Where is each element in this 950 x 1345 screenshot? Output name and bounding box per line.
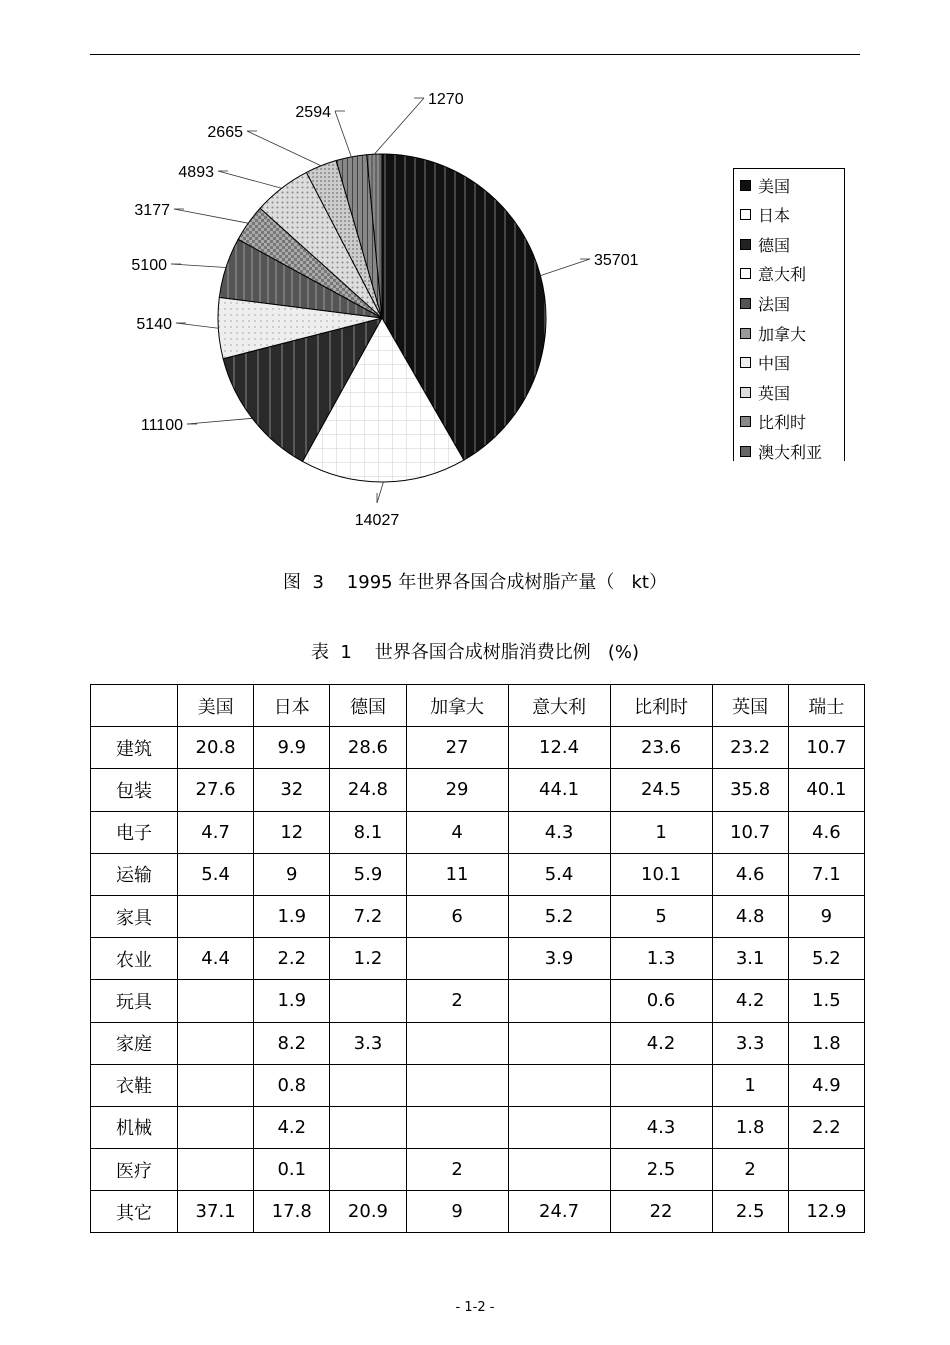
legend-item: [740, 173, 790, 197]
legend-label: 澳大利亚: [758, 442, 823, 461]
legend-label: 比利时: [758, 413, 807, 433]
row-label-cell: 医疗: [91, 1149, 178, 1191]
table-cell: 4.6: [712, 853, 788, 895]
table-header-row: [91, 685, 865, 727]
legend-item: [740, 291, 790, 315]
table-cell: 29: [406, 769, 508, 811]
leader-line-10: [374, 98, 424, 154]
legend-swatch: [740, 446, 751, 457]
table-row: [91, 1022, 865, 1064]
row-label-cell: 运输: [91, 853, 178, 895]
legend-swatch: [740, 239, 751, 250]
data-label-7: 4893: [178, 164, 214, 181]
row-label-cell: 电子: [91, 811, 178, 853]
legend-item: [740, 232, 790, 256]
table-cell: 0.6: [610, 980, 712, 1022]
table-row: [91, 1106, 865, 1148]
table-cell: 4.4: [178, 938, 254, 980]
table-cell: 35.8: [712, 769, 788, 811]
table-cell: 12: [254, 811, 330, 853]
table-cell: [508, 1149, 610, 1191]
legend-swatch: [740, 180, 751, 191]
table-cell: 3.9: [508, 938, 610, 980]
data-label-2: 14027: [354, 512, 400, 529]
legend-label: 加拿大: [758, 324, 807, 344]
table-cell: 10.7: [788, 727, 864, 769]
table-cell: 4.2: [712, 980, 788, 1022]
legend-item: [740, 439, 822, 461]
table-cell: 2: [712, 1149, 788, 1191]
legend-label: 法国: [758, 294, 791, 314]
table-cell: 9.9: [254, 727, 330, 769]
row-label-cell: 玩具: [91, 980, 178, 1022]
table-cell: 4.6: [788, 811, 864, 853]
table-cell: 10.1: [610, 853, 712, 895]
legend-swatch: [740, 416, 751, 427]
row-label-cell: 包装: [91, 769, 178, 811]
table-cell: 24.7: [508, 1191, 610, 1233]
table-cell: 4.2: [254, 1106, 330, 1148]
table-row: [91, 938, 865, 980]
table-cell: [406, 938, 508, 980]
table-header-cell: 美国: [178, 685, 254, 727]
legend-swatch: [740, 209, 751, 220]
legend-swatch: [740, 268, 751, 279]
table-cell: 1.5: [788, 980, 864, 1022]
legend-swatch: [740, 328, 751, 339]
legend-swatch: [740, 298, 751, 309]
table-cell: 28.6: [330, 727, 406, 769]
table-header-cell: 加拿大: [406, 685, 508, 727]
table-cell: 6: [406, 895, 508, 937]
table-cell: 4.3: [610, 1106, 712, 1148]
table-cell: 2.2: [788, 1106, 864, 1148]
legend-item: [740, 203, 790, 227]
table-cell: [178, 895, 254, 937]
table-cell: 1.3: [610, 938, 712, 980]
table-row: [91, 1064, 865, 1106]
table-cell: 4.8: [712, 895, 788, 937]
table-cell: [406, 1106, 508, 1148]
table-cell: 1.8: [788, 1022, 864, 1064]
table-cell: 4: [406, 811, 508, 853]
table-cell: [330, 1064, 406, 1106]
row-label-cell: 衣鞋: [91, 1064, 178, 1106]
data-label-5: 5100: [131, 257, 167, 274]
table-cell: 0.8: [254, 1064, 330, 1106]
table-cell: 9: [406, 1191, 508, 1233]
table-cell: 11: [406, 853, 508, 895]
table-cell: [330, 1106, 406, 1148]
table-cell: [406, 1064, 508, 1106]
data-label-4: 5140: [136, 316, 172, 333]
table-cell: 3.3: [712, 1022, 788, 1064]
legend-swatch: [740, 387, 751, 398]
table-cell: 37.1: [178, 1191, 254, 1233]
legend-label: 意大利: [758, 265, 807, 285]
table-row: [91, 1149, 865, 1191]
data-label-6: 3177: [134, 202, 170, 219]
table-row: [91, 853, 865, 895]
page-number: - 1-2 -: [455, 1300, 495, 1315]
leader-line-5: [171, 264, 226, 267]
table-cell: 5.2: [788, 938, 864, 980]
table-cell: 0.1: [254, 1149, 330, 1191]
table-row: [91, 769, 865, 811]
table-header-cell: 日本: [254, 685, 330, 727]
table-cell: 1: [712, 1064, 788, 1106]
table-cell: 12.4: [508, 727, 610, 769]
legend-item: [740, 410, 806, 434]
table-cell: 4.9: [788, 1064, 864, 1106]
legend-label: 美国: [758, 176, 791, 196]
table-cell: 7.1: [788, 853, 864, 895]
table-cell: 1.8: [712, 1106, 788, 1148]
table-cell: 17.8: [254, 1191, 330, 1233]
legend-label: 德国: [758, 235, 791, 255]
table-cell: 5: [610, 895, 712, 937]
row-label-cell: 家具: [91, 895, 178, 937]
legend-item: [740, 351, 790, 375]
table-cell: 12.9: [788, 1191, 864, 1233]
table-cell: 44.1: [508, 769, 610, 811]
table-cell: 9: [254, 853, 330, 895]
table-cell: 24.5: [610, 769, 712, 811]
table-cell: 4.7: [178, 811, 254, 853]
legend-item: [740, 321, 806, 345]
table-row: [91, 980, 865, 1022]
table-cell: 5.4: [508, 853, 610, 895]
table-cell: 24.8: [330, 769, 406, 811]
table-cell: [610, 1064, 712, 1106]
table-cell: 2: [406, 980, 508, 1022]
table-cell: [178, 1149, 254, 1191]
table-cell: [788, 1149, 864, 1191]
data-label-8: 2665: [207, 124, 243, 141]
figure-caption: 图 3 1995 年世界各国合成树脂产量（ kt）: [283, 572, 667, 593]
table-cell: 22: [610, 1191, 712, 1233]
table-cell: [178, 1106, 254, 1148]
leader-line-4: [176, 323, 218, 328]
table-cell: 7.2: [330, 895, 406, 937]
table-header-cell: 英国: [712, 685, 788, 727]
table-cell: 5.4: [178, 853, 254, 895]
table-cell: 20.8: [178, 727, 254, 769]
table-cell: 1.2: [330, 938, 406, 980]
leader-line-9: [335, 111, 351, 157]
table-cell: 27.6: [178, 769, 254, 811]
row-label-cell: 农业: [91, 938, 178, 980]
row-label-cell: 其它: [91, 1191, 178, 1233]
table-cell: 2.5: [712, 1191, 788, 1233]
table-cell: 3.1: [712, 938, 788, 980]
table-cell: [508, 1064, 610, 1106]
table-cell: 1.9: [254, 980, 330, 1022]
data-label-10: 1270: [428, 91, 464, 108]
leader-line-1: [540, 259, 590, 276]
table-row: [91, 895, 865, 937]
row-label-cell: 建筑: [91, 727, 178, 769]
legend-item: [740, 262, 806, 286]
table-header-cell: 比利时: [610, 685, 712, 727]
table-cell: 8.2: [254, 1022, 330, 1064]
table-header-cell: 意大利: [508, 685, 610, 727]
data-label-1: 35701: [594, 252, 639, 269]
table-cell: 32: [254, 769, 330, 811]
table-header-cell: 瑞士: [788, 685, 864, 727]
table-header-cell: 德国: [330, 685, 406, 727]
table-cell: [330, 980, 406, 1022]
table-cell: 2.2: [254, 938, 330, 980]
leader-line-8: [247, 131, 321, 166]
table-cell: 1.9: [254, 895, 330, 937]
table-cell: 27: [406, 727, 508, 769]
table-cell: 2.5: [610, 1149, 712, 1191]
table-cell: 5.2: [508, 895, 610, 937]
table-cell: 3.3: [330, 1022, 406, 1064]
table-row: [91, 811, 865, 853]
table-cell: [330, 1149, 406, 1191]
table-cell: [406, 1022, 508, 1064]
leader-line-3: [187, 418, 252, 424]
table-cell: 5.9: [330, 853, 406, 895]
consumption-table: [90, 684, 865, 1233]
table-cell: 4.3: [508, 811, 610, 853]
table-cell: 2: [406, 1149, 508, 1191]
row-label-cell: 家庭: [91, 1022, 178, 1064]
table-cell: 10.7: [712, 811, 788, 853]
table-cell: [178, 1022, 254, 1064]
table-cell: 1: [610, 811, 712, 853]
leader-line-6: [174, 209, 248, 223]
table-cell: [508, 980, 610, 1022]
table-caption: 表 1 世界各国合成树脂消费比例 (%): [310, 642, 640, 663]
table-cell: 9: [788, 895, 864, 937]
legend-swatch: [740, 357, 751, 368]
legend-item: [740, 380, 790, 404]
table-cell: [508, 1106, 610, 1148]
table-cell: 20.9: [330, 1191, 406, 1233]
table-cell: 40.1: [788, 769, 864, 811]
table-row: [91, 1191, 865, 1233]
data-label-9: 2594: [295, 104, 331, 121]
leader-line-2: [377, 482, 383, 503]
leader-line-7: [218, 171, 282, 188]
table-cell: [178, 980, 254, 1022]
table-cell: 8.1: [330, 811, 406, 853]
table-row: [91, 727, 865, 769]
chart-legend: [733, 168, 845, 461]
data-label-3: 11100: [140, 417, 183, 434]
legend-label: 日本: [758, 206, 791, 226]
table-cell: 23.2: [712, 727, 788, 769]
table-corner-cell: [91, 685, 178, 727]
legend-label: 中国: [758, 354, 791, 374]
table-cell: [178, 1064, 254, 1106]
legend-label: 英国: [758, 383, 791, 403]
row-label-cell: 机械: [91, 1106, 178, 1148]
table-cell: [508, 1022, 610, 1064]
table-cell: 23.6: [610, 727, 712, 769]
table-cell: 4.2: [610, 1022, 712, 1064]
